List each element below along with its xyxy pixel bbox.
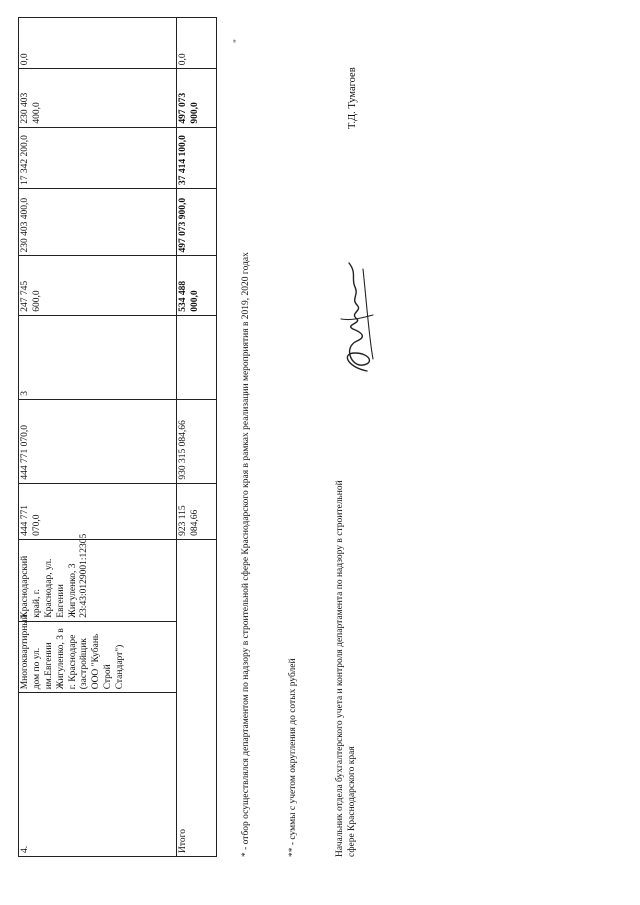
handwritten-signature bbox=[333, 257, 383, 377]
signatory-title: Начальник отдела бухгалтерского учета и контроля департамента по надзору в строительной сфере Краснодарского края bbox=[335, 480, 358, 857]
total-label: Итого bbox=[177, 539, 217, 856]
total-value: 37 414 100,0 bbox=[177, 127, 217, 188]
cell-value: 230 403 400,0 bbox=[19, 188, 177, 256]
cell-value: 0,0 bbox=[19, 18, 177, 69]
table-row bbox=[19, 18, 177, 857]
table-row-total bbox=[177, 18, 217, 857]
cell-value: 17 342 200,0 bbox=[19, 127, 177, 188]
total-value: 930 315 084,66 bbox=[177, 399, 217, 483]
cell-value: 230 403 400,0 bbox=[19, 69, 177, 127]
footnote-mark: " bbox=[233, 39, 243, 43]
total-value: 923 115 084,66 bbox=[177, 483, 217, 539]
object-name: Многоквартирный дом по ул. им.Евгении Жигуленко, 3 в г. Краснодаре (застройщик ООО "Кубань Строй Стандарт") bbox=[19, 621, 177, 693]
signatory-name: Т.Д. Тумагоев bbox=[347, 67, 358, 129]
total-value: 534 488 000,0 bbox=[177, 256, 217, 315]
cell-value: 444 771 070,0 bbox=[19, 399, 177, 483]
cell-value: 3 bbox=[19, 315, 177, 399]
cell-value: 247 745 600,0 bbox=[19, 256, 177, 315]
object-address: Краснодарский край, г. Краснодар, ул. Евгении Жигуленко, 3 23:43:0129001:12305 bbox=[19, 539, 177, 621]
total-empty bbox=[177, 315, 217, 399]
row-number: 4. bbox=[19, 693, 177, 857]
total-value: 497 073 900,0 bbox=[177, 69, 217, 127]
total-value: 0,0 bbox=[177, 18, 217, 69]
funding-table bbox=[18, 17, 217, 857]
total-value: 497 073 900,0 bbox=[177, 188, 217, 256]
footnote-selection: * - отбор осуществлялся департаментом по надзору в строительной сфере Краснодарского края в рамках реализации мероприятия в 2019, 2020 годах bbox=[241, 252, 251, 857]
cell-value: 444 771 070,0 bbox=[19, 483, 177, 539]
footnote-rounding: ** - суммы с учетом округления до сотых рублей bbox=[288, 658, 298, 857]
